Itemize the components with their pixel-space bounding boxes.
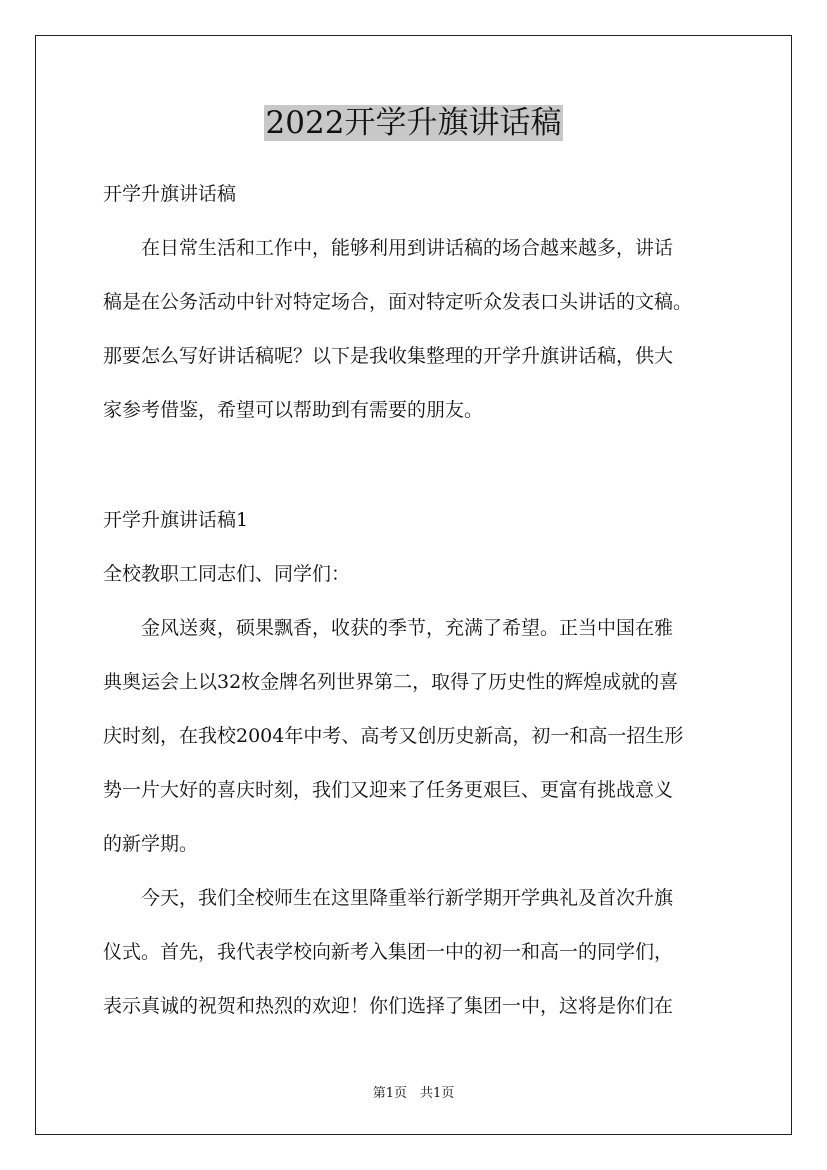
- paragraph-line: 庆时刻，在我校2004年中考、高考又创历史新高，初一和高一招生形: [103, 725, 684, 747]
- subtitle: 开学升旗讲话稿: [103, 183, 237, 205]
- paragraph-line: 的新学期。: [103, 833, 199, 855]
- paragraph-line: 典奥运会上以32枚金牌名列世界第二，取得了历史性的辉煌成就的喜: [103, 671, 679, 693]
- paragraph-line: 金风送爽，硕果飘香，收获的季节，充满了希望。正当中国在雅: [103, 617, 674, 639]
- paragraph-line: 家参考借鉴，希望可以帮助到有需要的朋友。: [103, 399, 484, 421]
- paragraph-line: 仪式。首先，我代表学校向新考入集团一中的初一和高一的同学们，: [103, 941, 674, 963]
- paragraph-line: 稿是在公务活动中针对特定场合，面对特定听众发表口头讲话的文稿。: [103, 291, 693, 313]
- paragraph-line: 那要怎么写好讲话稿呢？以下是我收集整理的开学升旗讲话稿，供大: [103, 345, 674, 367]
- paragraph-line: 表示真诚的祝贺和热烈的欢迎！你们选择了集团一中，这将是你们在: [103, 995, 674, 1017]
- document-title: 2022开学升旗讲话稿: [265, 105, 562, 141]
- page-footer: 第1页 共1页: [372, 1086, 455, 1101]
- paragraph-line: 在日常生活和工作中，能够利用到讲话稿的场合越来越多，讲话: [103, 237, 674, 259]
- document-title-wrap: [0, 103, 827, 143]
- paragraph-line: 势一片大好的喜庆时刻，我们又迎来了任务更艰巨、更富有挑战意义: [103, 779, 674, 801]
- salutation: 全校教职工同志们、同学们：: [103, 563, 351, 585]
- section-heading: 开学升旗讲话稿1: [103, 509, 249, 531]
- paragraph-line: 今天，我们全校师生在这里降重举行新学期开学典礼及首次升旗: [103, 887, 674, 909]
